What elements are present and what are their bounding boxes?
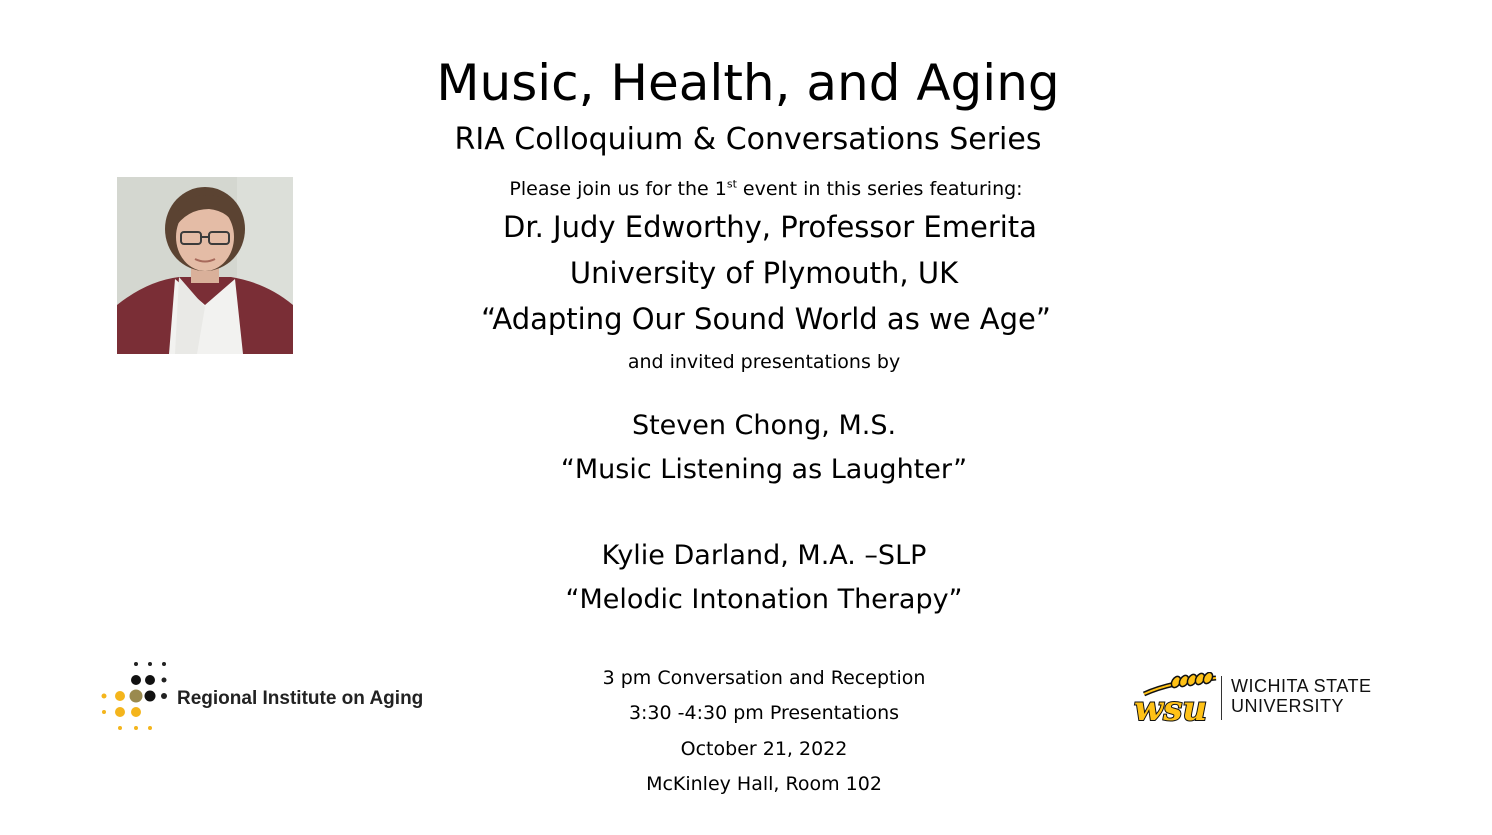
ria-dots-icon: [96, 658, 176, 738]
flyer-title: Music, Health, and Aging: [436, 54, 1060, 112]
invited-label: and invited presentations by: [627, 351, 901, 373]
presenter-name: Kylie Darland, M.A. –SLP: [601, 540, 927, 571]
event-detail: 3 pm Conversation and Reception: [602, 667, 926, 689]
series-subtitle: RIA Colloquium & Conversations Series: [454, 122, 1042, 157]
speaker-portrait-illustration: [117, 177, 293, 354]
join-text-after: event in this series featuring:: [736, 178, 1023, 200]
presenter-name: Steven Chong, M.S.: [631, 410, 897, 441]
presenter-talk-title: “Melodic Intonation Therapy”: [565, 584, 963, 615]
wsu-logo-divider: [1221, 676, 1222, 720]
wsu-name-line1: WICHITA STATE: [1231, 676, 1372, 696]
wsu-name-line2: UNIVERSITY: [1231, 696, 1345, 716]
event-date: October 21, 2022: [680, 738, 848, 760]
wsu-mark-text: wsu: [1134, 689, 1208, 728]
event-location: McKinley Hall, Room 102: [646, 773, 882, 795]
presenter-talk-title: “Music Listening as Laughter”: [560, 454, 968, 485]
speaker-photo: [117, 177, 293, 354]
event-detail: 3:30 -4:30 pm Presentations: [628, 702, 900, 724]
keynote-affiliation: University of Plymouth, UK: [569, 256, 959, 290]
ria-logo-text: Regional Institute on Aging: [177, 688, 424, 709]
keynote-talk-title: “Adapting Our Sound World as we Age”: [481, 302, 1051, 336]
keynote-name: Dr. Judy Edworthy, Professor Emerita: [503, 210, 1037, 244]
join-ordinal-suffix: st: [726, 177, 737, 191]
wsu-wheat-mark-icon: [1130, 672, 1220, 728]
join-text-before: Please join us for the 1: [509, 178, 727, 200]
